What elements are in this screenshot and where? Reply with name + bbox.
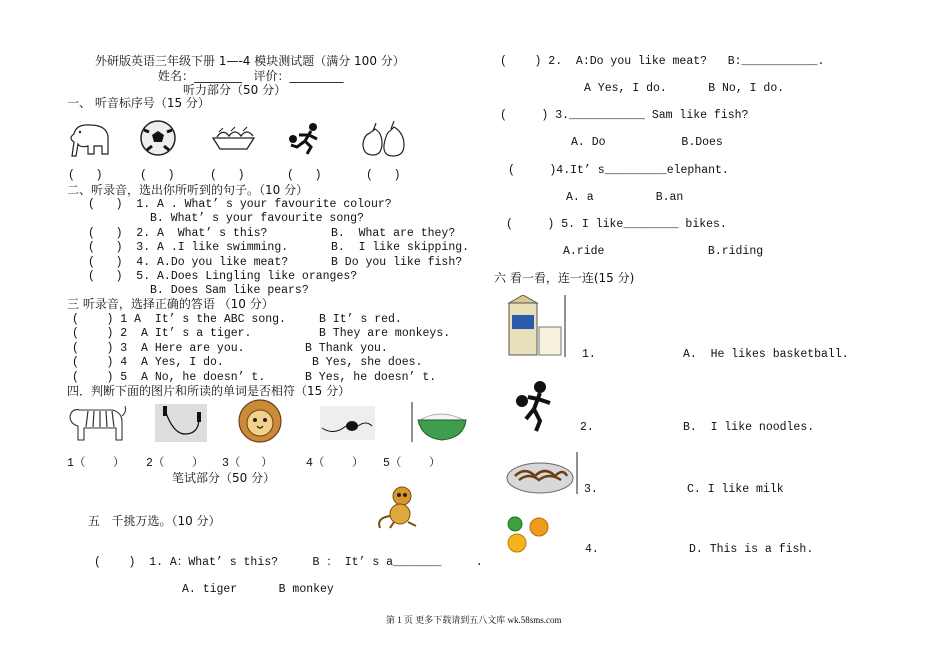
s6-row-1-num: 1. — [582, 348, 596, 361]
s2-q2-a: ( ) 2. A What’ s this? — [88, 227, 268, 240]
s4-answer-5[interactable]: 5（ ） — [383, 457, 441, 470]
s2-q4-a: ( ) 4. A.Do you like meat? — [88, 256, 289, 269]
s5-q1: ( ) 1. A：What’ s this? B ： It’ s a_______ . — [94, 556, 483, 569]
s1-blank-5[interactable]: ( ) — [366, 169, 401, 182]
s2-q3-b: B. I like skipping. — [331, 241, 470, 254]
s5-q4-options: A. a B.an — [566, 191, 684, 204]
s1-blank-2[interactable]: ( ) — [140, 169, 175, 182]
s6-row-3-num: 3. — [584, 483, 598, 496]
s2-q5-b: B. Does Sam like pears? — [150, 284, 309, 297]
s4-answer-4[interactable]: 4（ ） — [306, 457, 364, 470]
section-2-title: 二、听录音，选出你所听到的句子。（10 分） — [67, 183, 309, 197]
s6-row-1-text: A. He likes basketball. — [683, 348, 849, 361]
s2-q4-b: B Do you like fish? — [331, 256, 463, 269]
s5-q1-options: A. tiger B monkey — [182, 583, 334, 596]
skipping-rope-picture — [155, 404, 207, 442]
s6-row-4-text: D. This is a fish. — [689, 543, 814, 556]
football-picture — [139, 118, 177, 158]
boy-basketball-picture — [506, 375, 566, 433]
s3-q4-a: ( ) 4 A Yes, I do. — [72, 356, 224, 369]
s5-q2-options: A Yes, I do. B No, I do. — [584, 82, 785, 95]
section-5-title: 五 千挑万选。（10 分） — [88, 514, 221, 528]
s2-q3-a: ( ) 3. A .I like swimming. — [88, 241, 289, 254]
s3-q1-b: B It’ s red. — [319, 313, 402, 326]
s1-blank-3[interactable]: ( ) — [210, 169, 245, 182]
s2-q5-a: ( ) 5. A.Does Lingling like oranges? — [88, 270, 358, 283]
section-4-title: 四．判断下面的图片和所读的单词是否相符（15 分） — [67, 384, 351, 398]
s5-q3: ( ) 3.___________ Sam like fish? — [500, 109, 749, 122]
lion-picture — [235, 398, 285, 444]
boy-running-picture — [285, 121, 325, 157]
mouse-picture — [320, 406, 375, 440]
section-1-title: 一、 听音标序号（15 分） — [67, 96, 210, 110]
s4-answer-1[interactable]: 1（ ） — [67, 457, 125, 470]
page-footer: 第 1 页 更多下载请到五八文库 wk.58sms.com — [386, 615, 562, 625]
rice-bowl-picture — [410, 402, 468, 444]
s6-row-4-num: 4. — [585, 543, 599, 556]
s2-q1-b: B. What’ s your favourite song? — [150, 212, 364, 225]
s3-q1-a: ( ) 1 A It’ s the ABC song. — [72, 313, 286, 326]
listening-part-heading: 听力部分（50 分） — [183, 83, 287, 97]
s3-q2-a: ( ) 2 A It’ s a tiger. — [72, 327, 252, 340]
monkey-picture — [372, 484, 422, 530]
s5-q5: ( ) 5. I like________ bikes. — [506, 218, 727, 231]
s2-q1-a: ( ) 1. A . What’ s your favourite colour? — [88, 198, 392, 211]
elephant-picture — [66, 120, 114, 160]
s4-answer-3[interactable]: 3（ ） — [222, 457, 273, 470]
section-6-title: 六 看一看，连一连(15 分) — [494, 271, 635, 285]
s5-q2: ( ) 2. A:Do you like meat? B:___________. — [500, 55, 825, 68]
tiger-picture — [66, 402, 128, 444]
exam-title: 外研版英语三年级下册 1—-4 模块测试题（满分 100 分） — [95, 54, 405, 68]
s6-row-3-text: C. I like milk — [687, 483, 784, 496]
s2-q2-b: B. What are they? — [331, 227, 456, 240]
section-3-title: 三 听录音，选择正确的答语 （10 分） — [67, 297, 274, 311]
s6-row-2-num: 2. — [580, 421, 594, 434]
s5-q5-options: A.ride B.riding — [563, 245, 764, 258]
s6-row-2-text: B. I like noodles. — [683, 421, 815, 434]
s5-q4: ( )4.It’ s_________elephant. — [508, 164, 729, 177]
name-line: 姓名：________ 评价：_________ — [158, 69, 344, 83]
written-part-heading: 笔试部分（50 分） — [172, 471, 276, 485]
s3-q2-b: B They are monkeys. — [319, 327, 451, 340]
oranges-picture — [503, 515, 555, 553]
s4-answer-2[interactable]: 2（ ） — [146, 457, 204, 470]
fish-dish-picture — [211, 124, 256, 152]
milk-picture — [505, 295, 567, 357]
noodles-picture — [505, 452, 580, 497]
pears-picture — [360, 119, 410, 159]
s3-q3-b: B Thank you. — [305, 342, 388, 355]
s3-q3-a: ( ) 3 A Here are you. — [72, 342, 245, 355]
s1-blank-4[interactable]: ( ) — [287, 169, 322, 182]
s1-blank-1[interactable]: ( ) — [68, 169, 103, 182]
s3-q5-a: ( ) 5 A No, he doesn’ t. — [72, 371, 266, 384]
s5-q3-options: A. Do B.Does — [571, 136, 723, 149]
s3-q5-b: B Yes, he doesn’ t. — [305, 371, 437, 384]
s3-q4-b: B Yes, she does. — [312, 356, 423, 369]
